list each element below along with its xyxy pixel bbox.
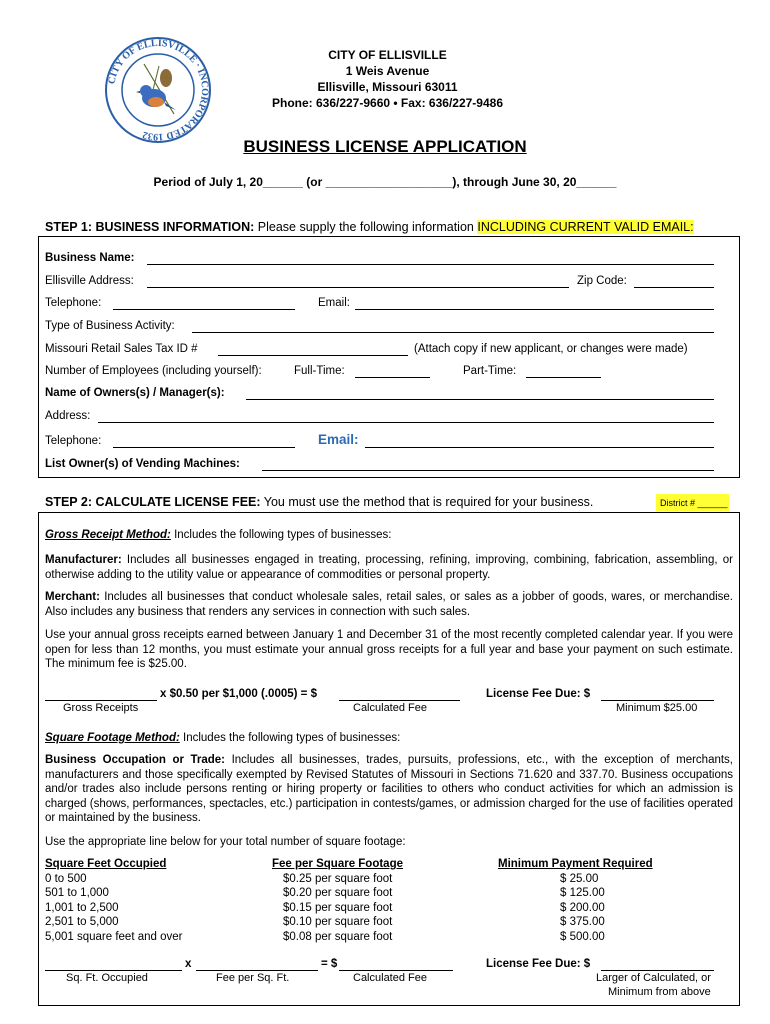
- gross-minimum-caption: Minimum $25.00: [616, 702, 698, 714]
- vending-owners-field[interactable]: [262, 470, 714, 471]
- gross-receipts-field[interactable]: [45, 700, 157, 701]
- fee-row: $0.20 per square foot: [283, 887, 393, 899]
- license-period: Period of July 1, 20______ (or ___________________), through June 30, 20______: [153, 175, 617, 189]
- owner-address-field[interactable]: [98, 422, 714, 423]
- business-info-box: [38, 236, 740, 478]
- merchant-label: Merchant:: [45, 591, 100, 603]
- minimum-row: $ 500.00: [560, 930, 605, 943]
- gross-formula: x $0.50 per $1,000 (.0005) = $: [160, 688, 317, 700]
- fee-column-header: Fee per Square Footage: [272, 858, 404, 870]
- city-header: [220, 47, 555, 111]
- manufacturer-text: Includes all businesses engaged in treating, processing, refining, improving, combining, fabrication, assembling, or otherwise adding to the utility value or appearance of commodities or personal property.: [45, 554, 733, 581]
- sqft-method-intro: Includes the following types of businesses:: [183, 732, 401, 744]
- sqft-license-due-label: License Fee Due: $: [486, 958, 591, 970]
- minimum-row: $ 125.00: [560, 887, 605, 899]
- sqft-column-header: Square Feet Occupied: [45, 858, 167, 870]
- minimum-row: $ 375.00: [560, 916, 605, 928]
- sqft-calculated-fee-field[interactable]: [339, 970, 453, 971]
- sqft-license-due-field[interactable]: [601, 970, 714, 971]
- step2-instruction: You must use the method that is required for your business.: [263, 495, 594, 509]
- merchant-text: Includes all businesses that conduct wholesale sales, retail sales, or sales as a jobber of goods, wares, or merchandise. Also includes any business that renders any services in connection with such sales.: [45, 591, 733, 618]
- merchant-paragraph: [45, 590, 733, 619]
- manufacturer-label: Manufacturer:: [45, 554, 122, 566]
- tax-id-note: (Attach copy if new applicant, or changes were made): [414, 343, 688, 355]
- fee-row: $0.10 per square foot: [283, 916, 393, 928]
- svg-text:CITY OF ELLISVILLE · INCORPORA: CITY OF ELLISVILLE · INCORPORATED 1932: [106, 37, 211, 143]
- gross-instructions: Use your annual gross receipts earned between January 1 and December 31 of the most recently completed calendar year. If you were open for less than 12 months, you must estimate your annual gross receipts for a full year and base your payment on such estimate. The minimum fee is $25.00.: [45, 629, 733, 670]
- sqft-equals-sign: = $: [321, 958, 338, 970]
- zip-code-field[interactable]: [634, 287, 714, 288]
- business-name-field[interactable]: [147, 264, 714, 265]
- tax-id-label: Missouri Retail Sales Tax ID #: [45, 343, 198, 355]
- owner-telephone-field[interactable]: [113, 447, 295, 448]
- city-seal-logo: [104, 36, 212, 144]
- fee-row: $0.15 per square foot: [283, 901, 393, 914]
- minimum-row: $ 25.00: [560, 872, 599, 885]
- zip-code-label: Zip Code:: [577, 275, 627, 287]
- fulltime-label: Full-Time:: [294, 365, 345, 377]
- ellisville-address-field[interactable]: [147, 287, 569, 288]
- gross-calculated-fee-caption: Calculated Fee: [353, 702, 427, 714]
- city-phone-fax: Phone: 636/227-9660 • Fax: 636/227-9486: [271, 96, 503, 110]
- fee-row: $0.08 per square foot: [283, 930, 393, 943]
- sqft-instruction: Use the appropriate line below for your total number of square footage:: [45, 836, 406, 848]
- step2-title: STEP 2: CALCULATE LICENSE FEE:: [45, 495, 261, 509]
- minimum-from-above-caption: Minimum from above: [608, 986, 711, 998]
- occupation-text: Includes all businesses, trades, pursuits, professions, etc., with the exception of merchants, manufacturers and those specifically exempted by Revised Statutes of Missouri in Sections 71.620 and 337.70. Business occupations and/or trades also include persons renting or hiring property or facilities to others who conduct activities for which an admission is charged (shows, performances, spectacles, etc.) participation in contests/games, or admission charged for the use of facilities operated or maintained by the business.: [45, 754, 734, 824]
- owner-telephone-label: Telephone:: [45, 435, 102, 447]
- sqft-column: [45, 857, 182, 944]
- step1-heading: [45, 220, 694, 234]
- owner-email-field[interactable]: [365, 447, 714, 448]
- gross-license-due-label: License Fee Due: $: [486, 688, 591, 700]
- business-type-field[interactable]: [192, 332, 714, 333]
- owners-field[interactable]: [246, 399, 714, 400]
- fee-row: $0.25 per square foot: [283, 872, 393, 885]
- step1-instruction: Please supply the following information: [257, 220, 474, 234]
- sqft-method-title: Square Footage Method:: [45, 732, 180, 744]
- city-address-locale: Ellisville, Missouri 63011: [317, 80, 458, 94]
- vending-owners-label: List Owner(s) of Vending Machines:: [45, 458, 240, 470]
- business-type-label: Type of Business Activity:: [45, 320, 175, 332]
- step1-email-highlight: INCLUDING CURRENT VALID EMAIL:: [477, 220, 694, 234]
- email-field[interactable]: [355, 309, 714, 310]
- district-field[interactable]: District # ______: [656, 494, 729, 511]
- manufacturer-paragraph: [45, 553, 733, 582]
- business-name-label: Business Name:: [45, 252, 135, 264]
- sqft-row: 5,001 square feet and over: [45, 930, 183, 943]
- gross-method-title: Gross Receipt Method:: [45, 529, 171, 541]
- minimum-row: $ 200.00: [560, 901, 605, 914]
- fulltime-field[interactable]: [355, 377, 430, 378]
- city-address-street: 1 Weis Avenue: [345, 64, 430, 78]
- step2-heading: [45, 495, 593, 509]
- email-label: Email:: [318, 297, 350, 309]
- parttime-field[interactable]: [526, 377, 601, 378]
- step1-title: STEP 1: BUSINESS INFORMATION:: [45, 220, 255, 234]
- larger-of-caption: Larger of Calculated, or: [596, 972, 711, 984]
- minimum-column-header: Minimum Payment Required: [498, 858, 653, 870]
- fee-per-sqft-field[interactable]: [196, 970, 318, 971]
- gross-calculated-fee-field[interactable]: [339, 700, 460, 701]
- parttime-label: Part-Time:: [463, 365, 517, 377]
- sqft-row: 0 to 500: [45, 872, 87, 885]
- occupation-paragraph: [45, 753, 733, 826]
- minimum-column: [498, 857, 653, 944]
- gross-license-due-field[interactable]: [601, 700, 714, 701]
- sqft-occupied-caption: Sq. Ft. Occupied: [66, 972, 148, 984]
- sqft-calculated-fee-caption: Calculated Fee: [353, 972, 427, 984]
- owner-email-label: Email:: [318, 432, 359, 447]
- gross-method-heading: [45, 529, 391, 541]
- owner-address-label: Address:: [45, 410, 91, 422]
- sqft-occupied-field[interactable]: [45, 970, 182, 971]
- sqft-x-sign: x: [185, 958, 192, 970]
- fee-column: [272, 857, 403, 944]
- city-name: CITY OF ELLISVILLE: [328, 48, 447, 62]
- occupation-label: Business Occupation or Trade:: [45, 754, 226, 766]
- gross-receipts-caption: Gross Receipts: [63, 702, 139, 714]
- ellisville-address-label: Ellisville Address:: [45, 275, 134, 287]
- sqft-row: 501 to 1,000: [45, 887, 109, 899]
- employees-label: Number of Employees (including yourself):: [45, 365, 262, 377]
- gross-method-intro: Includes the following types of businesses:: [174, 529, 392, 541]
- telephone-field[interactable]: [113, 309, 295, 310]
- owners-label: Name of Owners(s) / Manager(s):: [45, 387, 225, 399]
- form-title: BUSINESS LICENSE APPLICATION: [243, 137, 527, 156]
- sqft-row: 2,501 to 5,000: [45, 916, 119, 928]
- sqft-row: 1,001 to 2,500: [45, 901, 119, 914]
- telephone-label: Telephone:: [45, 297, 102, 309]
- fee-per-sqft-caption: Fee per Sq. Ft.: [216, 972, 290, 984]
- sqft-method-heading: [45, 732, 400, 744]
- tax-id-field[interactable]: [218, 355, 408, 356]
